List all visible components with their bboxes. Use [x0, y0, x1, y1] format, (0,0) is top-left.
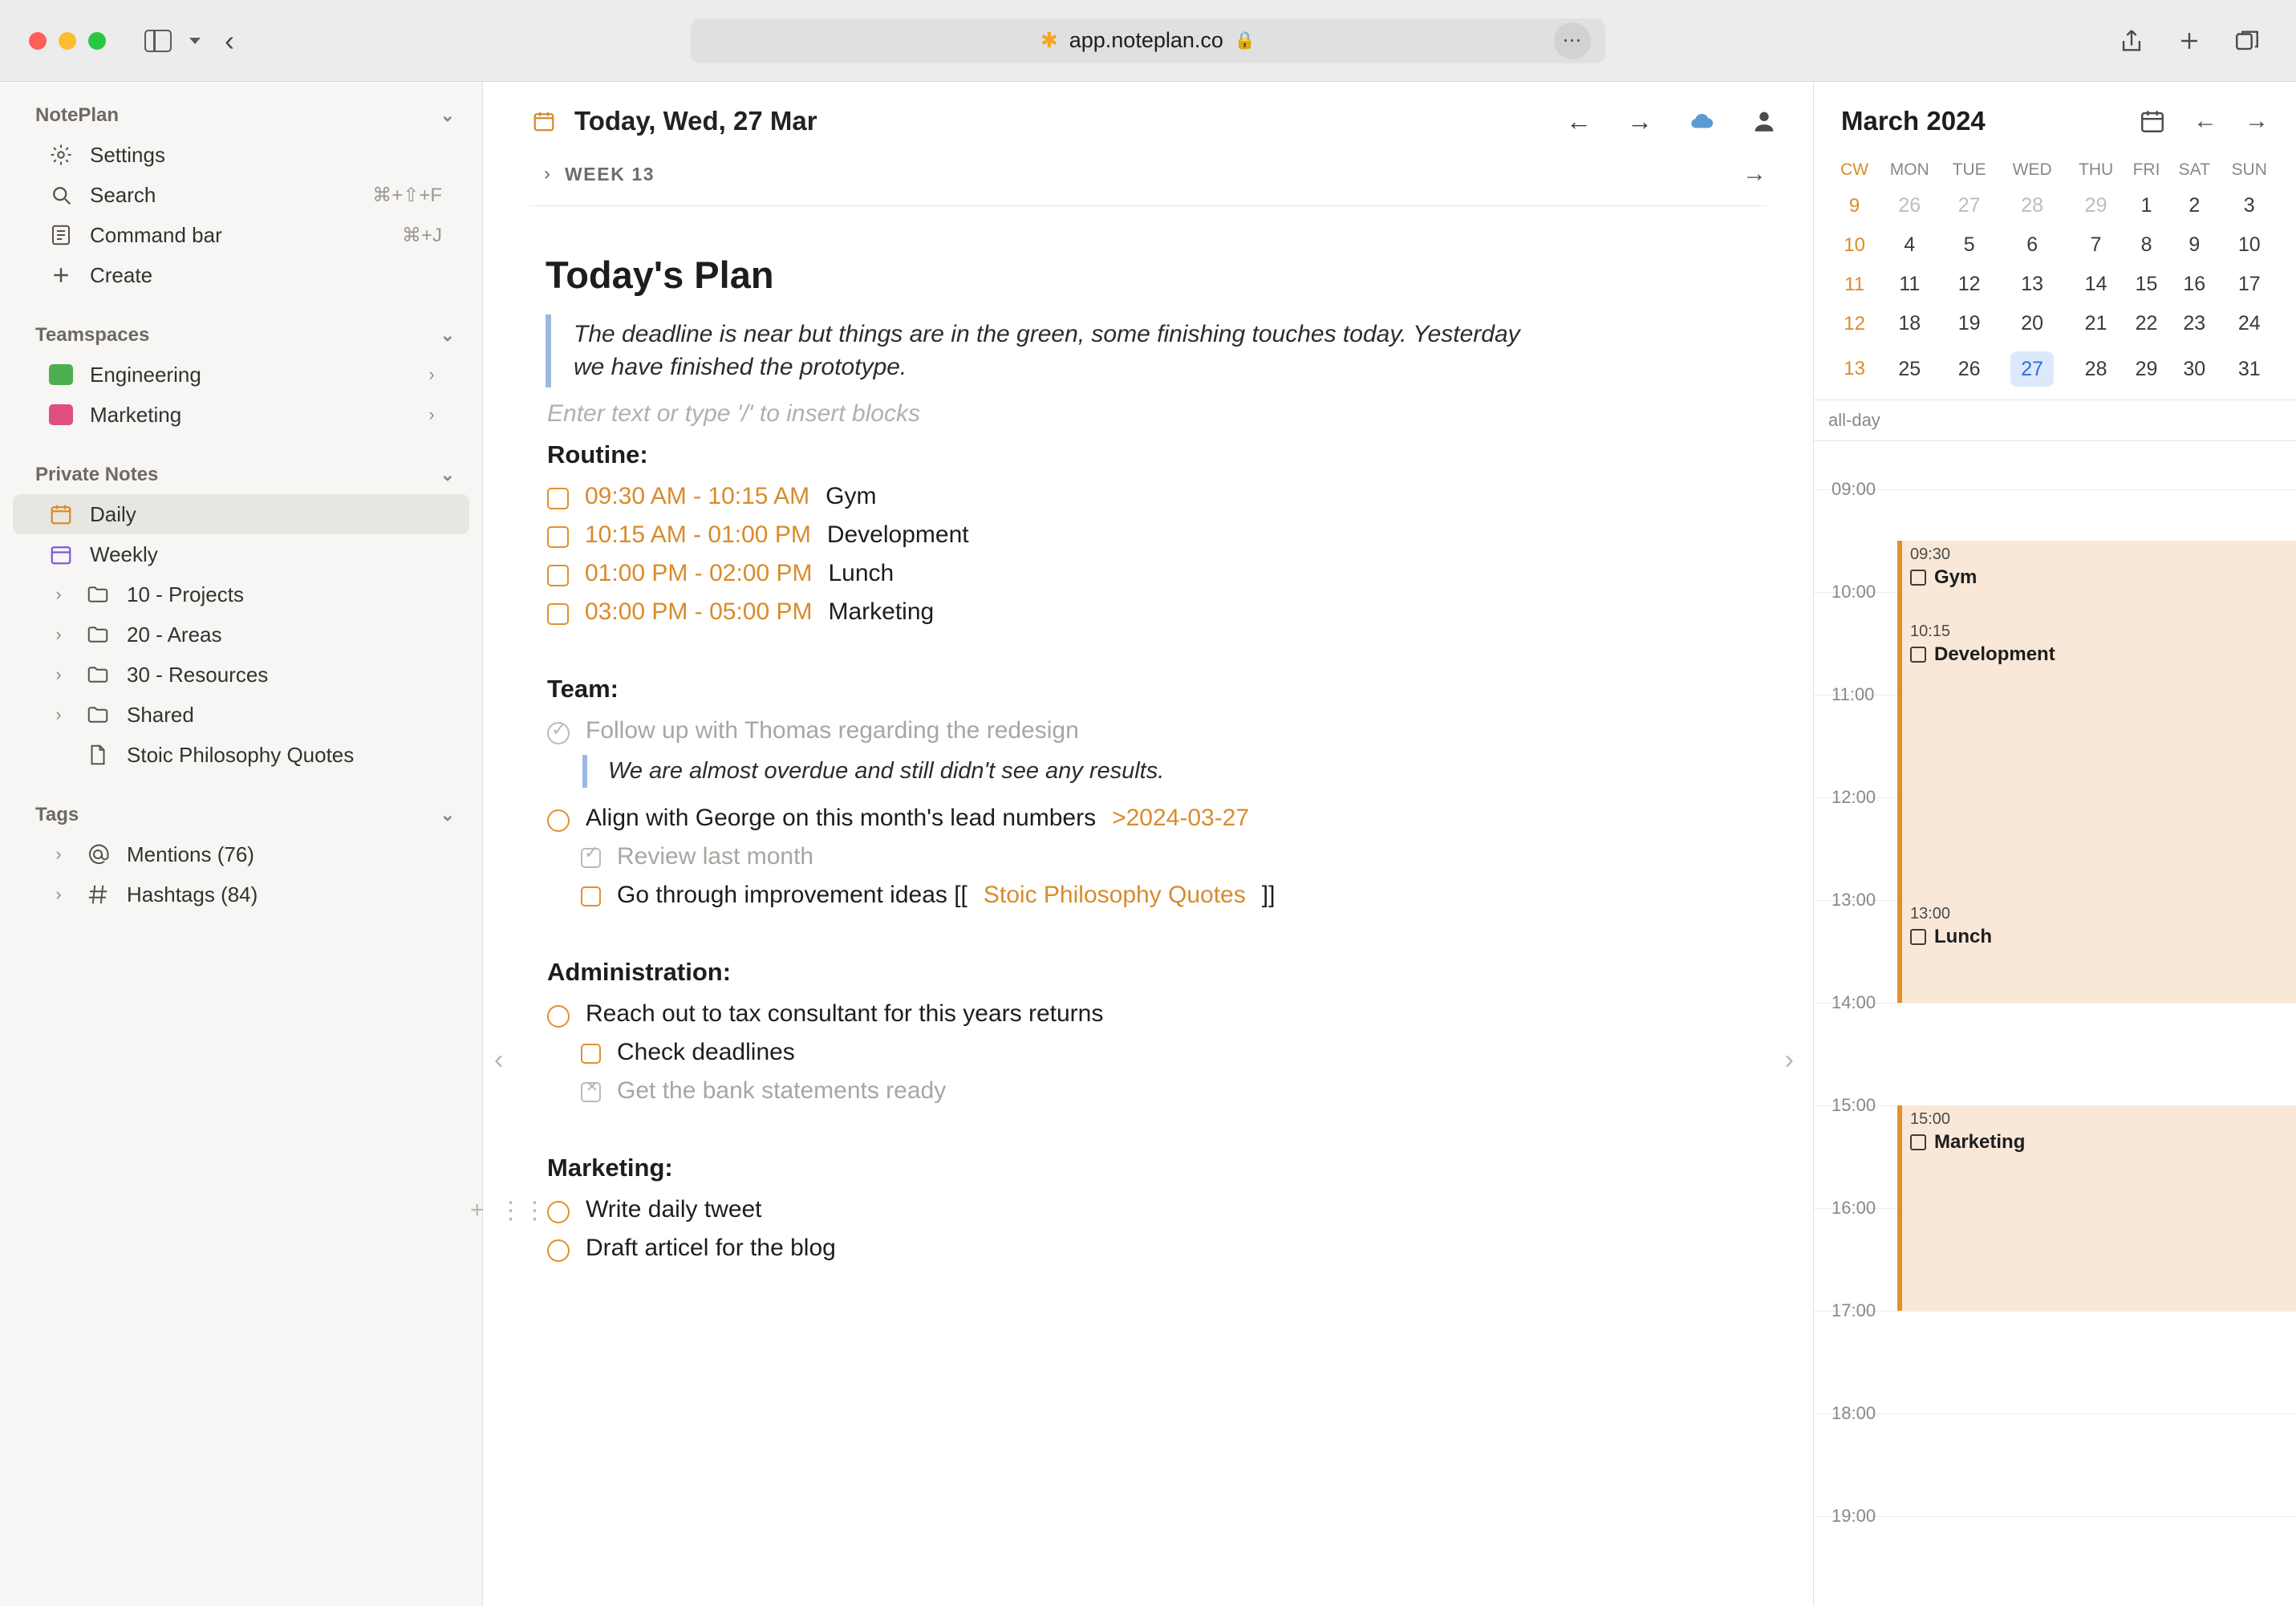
task-text: Review last month: [617, 842, 814, 870]
section-heading-routine: Routine:: [547, 440, 648, 468]
sidebar-item-daily[interactable]: [13, 494, 469, 534]
checkbox-icon[interactable]: [547, 488, 569, 509]
sidebar-item-mentions[interactable]: [13, 834, 469, 874]
at-icon: [85, 842, 111, 867]
window-traffic-lights: [29, 32, 106, 50]
calendar-day[interactable]: 14: [2084, 273, 2107, 295]
calendar-day[interactable]: 9: [2189, 233, 2201, 256]
row-controls[interactable]: [470, 1197, 547, 1225]
task-row[interactable]: [581, 1072, 1765, 1110]
sidebar-item-label: Marketing: [90, 402, 182, 427]
sidebar-item-label: Settings: [90, 142, 165, 167]
calendar-day[interactable]: 25: [1898, 357, 1921, 380]
column-header-sun: SUN: [2231, 160, 2267, 179]
event-checkbox-icon[interactable]: [1910, 929, 1926, 945]
sidebar-section-title: Teamspaces: [35, 324, 150, 346]
close-window-button[interactable]: [29, 32, 47, 50]
task-circle-icon[interactable]: [547, 1239, 570, 1262]
hash-icon: [85, 882, 111, 907]
task-row[interactable]: [547, 799, 1765, 837]
note-header-actions: [1566, 107, 1778, 136]
calendar-day[interactable]: 24: [2237, 312, 2261, 335]
lock-icon: 🔒: [1234, 30, 1256, 50]
calendar-picker-icon[interactable]: [2139, 107, 2166, 135]
section-heading-administration: Administration:: [547, 957, 732, 986]
calendar-day[interactable]: 13: [2021, 273, 2044, 295]
column-header-tue: TUE: [1952, 160, 1986, 179]
calendar-week-row: [1832, 265, 2278, 304]
task-text: Marketing: [828, 598, 935, 625]
hour-label: 12:00: [1832, 787, 1876, 807]
task-text: Check deadlines: [617, 1038, 795, 1065]
chevron-down-icon[interactable]: [189, 38, 201, 44]
checkbox-icon[interactable]: [547, 526, 569, 548]
sidebar-item-label: Weekly: [90, 541, 158, 566]
hour-label: 09:00: [1832, 479, 1876, 499]
note-header: [483, 82, 1813, 160]
star-icon: ✱: [1040, 28, 1058, 52]
calendar-day[interactable]: 19: [1957, 312, 1981, 335]
sidebar-item-20-areas[interactable]: [13, 614, 469, 655]
task-text: Lunch: [828, 559, 894, 586]
sidebar-item-engineering[interactable]: [13, 355, 469, 395]
task-quote: We are almost overdue and still didn't see any results.: [582, 755, 1765, 788]
hour-label: 18:00: [1832, 1403, 1876, 1423]
task-time: 01:00 PM - 02:00 PM: [585, 559, 813, 586]
event-title-row: [1910, 643, 2296, 666]
column-header-fri: FRI: [2132, 160, 2160, 179]
column-header-cw: CW: [1840, 160, 1869, 179]
calendar-day[interactable]: 15: [2135, 273, 2158, 295]
account-icon[interactable]: [1750, 107, 1778, 135]
task-text: Go through improvement ideas [[: [617, 881, 967, 908]
event-title-row: [1910, 566, 2296, 589]
sidebar-item-stoic-philosophy-quotes[interactable]: [13, 735, 469, 775]
checkbox-icon[interactable]: [547, 603, 569, 625]
chevron-down-icon[interactable]: ⌄: [440, 464, 455, 485]
calendar-week-row: [1832, 304, 2278, 343]
sidebar-item-label: 20 - Areas: [127, 622, 222, 647]
chevron-down-icon[interactable]: ⌄: [440, 325, 455, 345]
sidebar-section-tags[interactable]: [0, 796, 482, 834]
calendar-day[interactable]: 26: [1957, 357, 1981, 380]
share-icon[interactable]: [2118, 27, 2145, 55]
chevron-right-icon[interactable]: ›: [428, 404, 435, 424]
chevron-right-icon[interactable]: ›: [55, 624, 62, 644]
chevron-right-icon[interactable]: ›: [55, 584, 62, 604]
task-row[interactable]: [547, 593, 1765, 631]
calendar-day[interactable]: 21: [2084, 312, 2107, 335]
note-quote: The deadline is near but things are in the green, some finishing touches today. Yesterday we have finished the prototype.: [546, 314, 1548, 387]
task-text-after: ]]: [1261, 881, 1276, 908]
sidebar-item-weekly[interactable]: [13, 534, 469, 574]
all-day-row[interactable]: all-day: [1814, 399, 2296, 441]
calendar-week-row: [1832, 343, 2278, 395]
column-header-sat: SAT: [2178, 160, 2210, 179]
task-row[interactable]: [547, 554, 1765, 593]
drag-handle-icon[interactable]: ⋮⋮: [498, 1197, 547, 1224]
folder-icon: [85, 622, 111, 647]
task-time: 03:00 PM - 05:00 PM: [585, 598, 813, 625]
calendar-day[interactable]: 2: [2189, 194, 2201, 217]
event-title: Gym: [1934, 566, 1978, 588]
address-bar-url: app.noteplan.co: [1069, 28, 1223, 52]
maximize-window-button[interactable]: [88, 32, 106, 50]
calendar-day[interactable]: 17: [2237, 273, 2261, 295]
sidebar-item-label: Daily: [90, 501, 136, 526]
event-title: Lunch: [1934, 926, 1992, 947]
sidebar-section-title: NotePlan: [35, 104, 120, 126]
plus-icon: [48, 262, 74, 288]
arrow-left-icon[interactable]: ←: [1566, 106, 1592, 136]
checkbox-icon[interactable]: [581, 1044, 601, 1064]
column-header-mon: MON: [1889, 160, 1929, 179]
task-row[interactable]: [470, 1190, 1765, 1229]
sidebar-item-label: Search: [90, 182, 156, 207]
task-text: Follow up with Thomas regarding the redesign: [586, 716, 1079, 744]
cloud-sync-icon[interactable]: [1688, 107, 1715, 135]
event-title: Marketing: [1934, 1131, 2026, 1153]
task-text: Reach out to tax consultant for this years returns: [586, 1000, 1104, 1027]
calendar-day[interactable]: 10: [2237, 233, 2261, 256]
calendar-day[interactable]: 20: [2021, 312, 2044, 335]
chevron-right-icon[interactable]: ›: [55, 844, 62, 864]
folder-icon: [85, 582, 111, 607]
folder-icon: [85, 702, 111, 728]
hour-label: 19:00: [1832, 1506, 1876, 1526]
calendar-day[interactable]: 8: [2140, 233, 2152, 256]
task-row[interactable]: [547, 477, 1765, 516]
sidebar-section-private-notes[interactable]: [0, 456, 482, 494]
calendar-day[interactable]: 30: [2183, 357, 2206, 380]
sidebar-item-search[interactable]: [13, 175, 469, 215]
task-text: Gym: [826, 482, 877, 509]
sidebar-section-title: Tags: [35, 804, 79, 825]
checkbox-icon[interactable]: [581, 886, 601, 906]
task-row[interactable]: [581, 837, 1765, 876]
calendar-day-selected[interactable]: [1997, 343, 2067, 395]
sidebar-item-shortcut: ⌘+J: [401, 224, 442, 246]
task-row[interactable]: [547, 995, 1765, 1033]
tabs-icon[interactable]: [2233, 27, 2261, 55]
calendar-day[interactable]: 23: [2183, 312, 2206, 335]
calendar-week-number[interactable]: 11: [1844, 273, 1865, 295]
sidebar-item-hashtags[interactable]: [13, 874, 469, 915]
mini-calendar: [1814, 149, 2296, 399]
sidebar-item-command-bar[interactable]: [13, 215, 469, 255]
event-checkbox-icon[interactable]: [1910, 1134, 1926, 1150]
column-header-wed: WED: [2012, 160, 2052, 179]
chevron-down-icon[interactable]: ⌄: [440, 805, 455, 825]
calendar-day[interactable]: 31: [2237, 357, 2261, 380]
next-note-chevron-icon[interactable]: ›: [1784, 1044, 1794, 1075]
calendar-day[interactable]: 16: [2183, 273, 2206, 295]
week-bar[interactable]: [529, 160, 1767, 206]
page-title: Today, Wed, 27 Mar: [574, 106, 817, 136]
calendar-day[interactable]: 26: [1898, 194, 1921, 217]
search-icon: [48, 182, 74, 208]
section-heading-team: Team:: [547, 674, 619, 703]
sidebar-item-label: 30 - Resources: [127, 662, 269, 687]
daily-calendar-icon: [48, 501, 74, 527]
calendar-week-row: [1832, 186, 2278, 225]
sidebar-toggle-icon[interactable]: [144, 30, 172, 52]
calendar-event[interactable]: [1897, 541, 2296, 618]
sidebar-section-noteplan[interactable]: [0, 96, 482, 135]
column-header-thu: THU: [2079, 160, 2114, 179]
sidebar-item-label: Command bar: [90, 222, 222, 247]
sidebar-section-title: Private Notes: [35, 464, 159, 485]
calendar-day[interactable]: 27: [1957, 194, 1981, 217]
task-row[interactable]: [581, 876, 1765, 915]
sidebar-item-10-projects[interactable]: [13, 574, 469, 614]
sidebar-section-teamspaces[interactable]: [0, 316, 482, 355]
calendar-week-number[interactable]: 13: [1844, 358, 1865, 379]
chevron-right-icon[interactable]: ›: [55, 704, 62, 724]
sidebar-item-marketing[interactable]: [13, 395, 469, 435]
section-heading-marketing: Marketing:: [547, 1153, 673, 1182]
sidebar-item-label: Hashtags (84): [127, 882, 258, 906]
gear-icon: [48, 142, 74, 168]
week-open-icon[interactable]: →: [1742, 160, 1767, 187]
calendar-pane: [1813, 82, 2296, 1606]
calendar-day[interactable]: 6: [2026, 233, 2038, 256]
spacer: [0, 295, 482, 316]
hour-label: 10:00: [1832, 582, 1876, 602]
calendar-week-number[interactable]: 10: [1844, 233, 1865, 256]
calendar-week-number[interactable]: 12: [1844, 312, 1865, 335]
note-content: [470, 206, 1813, 1267]
sidebar-item-label: Mentions (76): [127, 842, 254, 866]
calendar-week-number[interactable]: 9: [1848, 194, 1860, 217]
calendar-month-label: March 2024: [1841, 106, 1986, 136]
sidebar-item-label: Shared: [127, 702, 194, 727]
calendar-day[interactable]: 5: [1963, 233, 1975, 256]
calendar-day[interactable]: 7: [2090, 233, 2102, 256]
sidebar-item-create[interactable]: [13, 255, 469, 295]
sidebar-item-label: Engineering: [90, 362, 201, 387]
chrome-right-controls: [2118, 27, 2261, 55]
wiki-link[interactable]: Stoic Philosophy Quotes: [983, 881, 1246, 908]
task-text: Get the bank statements ready: [617, 1077, 947, 1104]
calendar-day[interactable]: 1: [2140, 194, 2152, 217]
checkbox-icon[interactable]: [547, 565, 569, 586]
sidebar: [0, 82, 483, 1606]
chevron-right-icon[interactable]: ›: [55, 884, 62, 904]
hour-label: 16:00: [1832, 1198, 1876, 1218]
browser-chrome: [0, 0, 2296, 82]
day-timeline[interactable]: [1814, 441, 2296, 1606]
calendar-event[interactable]: [1897, 1105, 2296, 1311]
calendar-day[interactable]: 28: [2021, 194, 2044, 217]
teamspace-green-icon: [48, 362, 74, 387]
back-arrow-icon[interactable]: ‹: [225, 23, 234, 57]
task-done-circle-icon[interactable]: [547, 722, 570, 744]
sidebar-item-shared[interactable]: [13, 695, 469, 735]
calendar-day[interactable]: 29: [2135, 357, 2158, 380]
event-checkbox-icon[interactable]: [1910, 570, 1926, 586]
checkbox-cancelled-icon[interactable]: [581, 1082, 601, 1102]
calendar-day[interactable]: 11: [1899, 273, 1921, 295]
arrow-right-icon[interactable]: →: [1627, 106, 1653, 136]
teamspace-pink-icon: [48, 402, 74, 428]
task-text: Align with George on this month's lead numbers: [586, 804, 1097, 831]
sidebar-item-label: 10 - Projects: [127, 582, 244, 606]
chevron-down-icon[interactable]: ⌄: [440, 105, 455, 125]
note-pane: [470, 82, 1813, 1606]
task-circle-icon[interactable]: [547, 1005, 570, 1028]
task-text: Development: [826, 521, 969, 548]
address-bar[interactable]: [691, 18, 1605, 63]
calendar-next-arrow-icon[interactable]: →: [2245, 107, 2269, 134]
event-time: 09:30: [1910, 545, 1951, 563]
calendar-day[interactable]: 12: [1957, 273, 1981, 295]
sidebar-item-settings[interactable]: [13, 135, 469, 175]
editor-placeholder[interactable]: Enter text or type '/' to insert blocks: [547, 399, 920, 427]
task-row[interactable]: [547, 516, 1765, 554]
chevron-right-icon[interactable]: ›: [55, 664, 62, 684]
week-label: WEEK 13: [565, 163, 655, 185]
calendar-header-actions: [2139, 107, 2269, 135]
note-scroll-area: [470, 160, 1813, 1606]
calendar-day[interactable]: 4: [1904, 233, 1916, 256]
task-text: Write daily tweet: [586, 1195, 762, 1223]
task-time: 09:30 AM - 10:15 AM: [585, 482, 810, 509]
event-title: Development: [1934, 643, 2055, 665]
minimize-window-button[interactable]: [59, 32, 76, 50]
calendar-day[interactable]: 3: [2243, 194, 2255, 217]
chrome-left-controls: [144, 30, 201, 52]
hour-label: 17:00: [1832, 1300, 1876, 1320]
event-time: 13:00: [1910, 905, 1951, 923]
prev-note-chevron-icon[interactable]: ‹: [494, 1044, 504, 1075]
hour-label: 14:00: [1832, 992, 1876, 1012]
date-link[interactable]: >2024-03-27: [1112, 804, 1250, 831]
calendar-day-selected-label: 27: [2010, 351, 2054, 387]
more-options-icon[interactable]: ⋯: [1554, 22, 1591, 59]
chevron-right-icon[interactable]: ›: [428, 364, 435, 384]
calendar-day[interactable]: 28: [2084, 357, 2107, 380]
sidebar-item-label: Create: [90, 262, 153, 287]
calendar-event[interactable]: [1897, 618, 2296, 900]
task-circle-icon[interactable]: [547, 1201, 570, 1223]
app-body: [0, 82, 2296, 1606]
task-row[interactable]: [581, 1033, 1765, 1072]
calendar-event[interactable]: [1897, 900, 2296, 1003]
hour-label: 13:00: [1832, 890, 1876, 910]
calendar-prev-arrow-icon[interactable]: ←: [2193, 107, 2217, 134]
calendar-day[interactable]: 22: [2135, 312, 2158, 335]
event-time: 10:15: [1910, 623, 1951, 640]
mini-calendar-header-row: [1832, 154, 2278, 186]
event-time: 15:00: [1910, 1110, 1951, 1128]
note-icon: [85, 742, 111, 768]
checkbox-checked-icon[interactable]: [581, 848, 601, 868]
event-checkbox-icon[interactable]: [1910, 647, 1926, 663]
calendar-day[interactable]: 18: [1898, 312, 1921, 335]
task-circle-icon[interactable]: [547, 809, 570, 832]
note-heading: Today's Plan: [546, 253, 774, 296]
weekly-calendar-icon: [48, 541, 74, 567]
sidebar-item-label: Stoic Philosophy Quotes: [127, 742, 355, 767]
hour-label: 15:00: [1832, 1095, 1876, 1115]
sidebar-item-shortcut: ⌘+⇧+F: [372, 184, 442, 206]
calendar-day[interactable]: 29: [2084, 194, 2107, 217]
hour-label: 11:00: [1832, 684, 1875, 704]
calendar-today-icon: [531, 108, 557, 134]
sidebar-item-30-resources[interactable]: [13, 655, 469, 695]
event-title-row: [1910, 1131, 2296, 1154]
spacer: [0, 775, 482, 796]
chevron-right-icon[interactable]: ›: [544, 163, 550, 185]
task-row[interactable]: [547, 712, 1765, 750]
plus-icon[interactable]: [2176, 27, 2203, 55]
command-icon: [48, 222, 74, 248]
calendar-header: [1814, 82, 2296, 149]
task-text: Draft articel for the blog: [586, 1234, 836, 1261]
calendar-week-row: [1832, 225, 2278, 265]
task-row[interactable]: [547, 1229, 1765, 1267]
add-row-icon[interactable]: +: [470, 1196, 485, 1223]
task-time: 10:15 AM - 01:00 PM: [585, 521, 811, 548]
spacer: [0, 435, 482, 456]
folder-icon: [85, 662, 111, 687]
event-title-row: [1910, 926, 2296, 948]
